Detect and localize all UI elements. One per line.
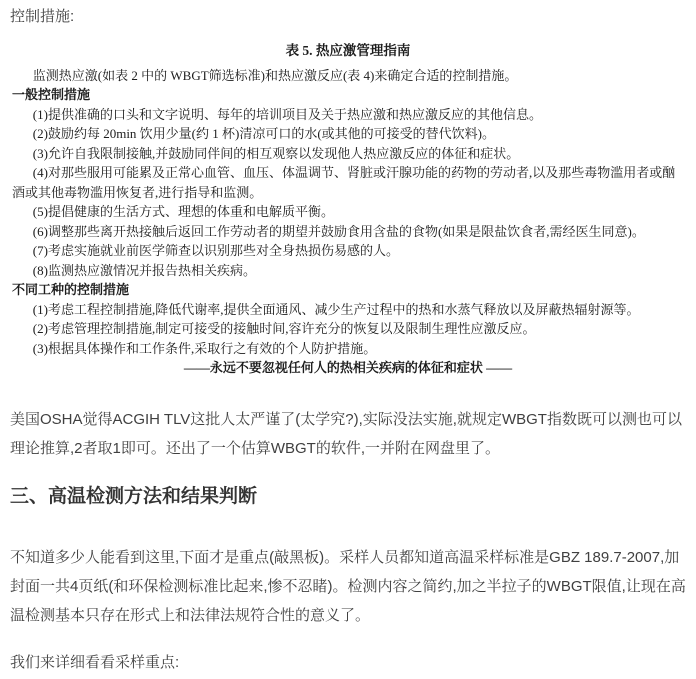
section-heading-detection: 三、高温检测方法和结果判断 xyxy=(10,485,258,507)
control-item-2: (2)鼓励约每 20min 饮用少量(约 1 杯)清凉可口的水(或其他的可接受的替代饮料)。 xyxy=(32,126,495,141)
table-intro: 监测热应激(如表 2 中的 WBGT筛选标准)和热应激反应(表 4)来确定合适的控制措施。 xyxy=(32,67,518,83)
table-section-heading: 一般控制措施 xyxy=(12,87,91,102)
table-section-job-controls xyxy=(12,280,684,358)
control-item-8: (8)监测热应激情况并报告热相关疾病。 xyxy=(32,262,256,278)
table-section-heading: 不同工种的控制措施 xyxy=(12,282,130,297)
job-control-item-1: (1)考虑工程控制措施,降低代谢率,提供全面通风、减少生产过程中的热和水蒸气释放以及屏蔽热辐射源等。 xyxy=(32,301,640,317)
table-title: 表 5. 热应激管理指南 xyxy=(285,43,411,58)
paragraph-sampling-intro: 我们来详细看看采样重点: xyxy=(10,653,180,671)
control-item-1: (1)提供准确的口头和文字说明、每年的培训项目及关于热应激和热应激反应的其他信息。 xyxy=(32,106,542,122)
paragraph-osha: 美国OSHA觉得ACGIH TLV这批人太严谨了(太学究?),实际没法实施,就规定WBGT指数既可以测也可以理论推算,2者取1即可。还出了一个估算WBGT的软件,一并附在网盘里了。 xyxy=(10,410,682,457)
control-item-4: (4)对那些服用可能累及正常心血管、血压、体温调节、肾脏或汗腺功能的药物的劳动者,以及那些毒物滥用者或酗酒或其他毒物滥用恢复者,进行指导和监测。 xyxy=(12,165,676,200)
paragraph-gbz-standard: 不知道多少人能看到这里,下面才是重点(敲黑板)。采样人员都知道高温采样标准是GBZ 189.7-2007,加封面一共4页纸(和环保检测标准比起来,惨不忍睹)。检测内容之简约,加之半拉子的WBGT限值,让现在高温检测基本只存在形式上和法律法规符合性的意义了。 xyxy=(10,548,686,624)
job-control-item-2: (2)考虑管理控制措施,制定可接受的接触时间,容许充分的恢复以及限制生理性应激反应。 xyxy=(32,321,536,336)
lead-paragraph: 控制措施: xyxy=(10,8,75,25)
control-item-3: (3)允许自我限制接触,并鼓励同伴间的相互观察以发现他人热应激反应的体征和症状。 xyxy=(32,145,520,161)
table-section-general-controls xyxy=(12,85,684,280)
control-item-7: (7)考虑实施就业前医学筛查以识别那些对全身热损伤易感的人。 xyxy=(32,243,399,258)
control-item-6: (6)调整那些离开热接触后返回工作劳动者的期望并鼓励食用含盐的食物(如果是限盐饮食者,需经医生同意)。 xyxy=(32,223,645,239)
table-footer-note: ——永远不要忽视任何人的热相关疾病的体征和症状 —— xyxy=(183,360,513,375)
job-control-item-3: (3)根据具体操作和工作条件,采取行之有效的个人防护措施。 xyxy=(32,340,377,356)
scanned-table-image xyxy=(10,41,686,378)
control-item-5: (5)提倡健康的生活方式、理想的体重和电解质平衡。 xyxy=(32,204,334,219)
